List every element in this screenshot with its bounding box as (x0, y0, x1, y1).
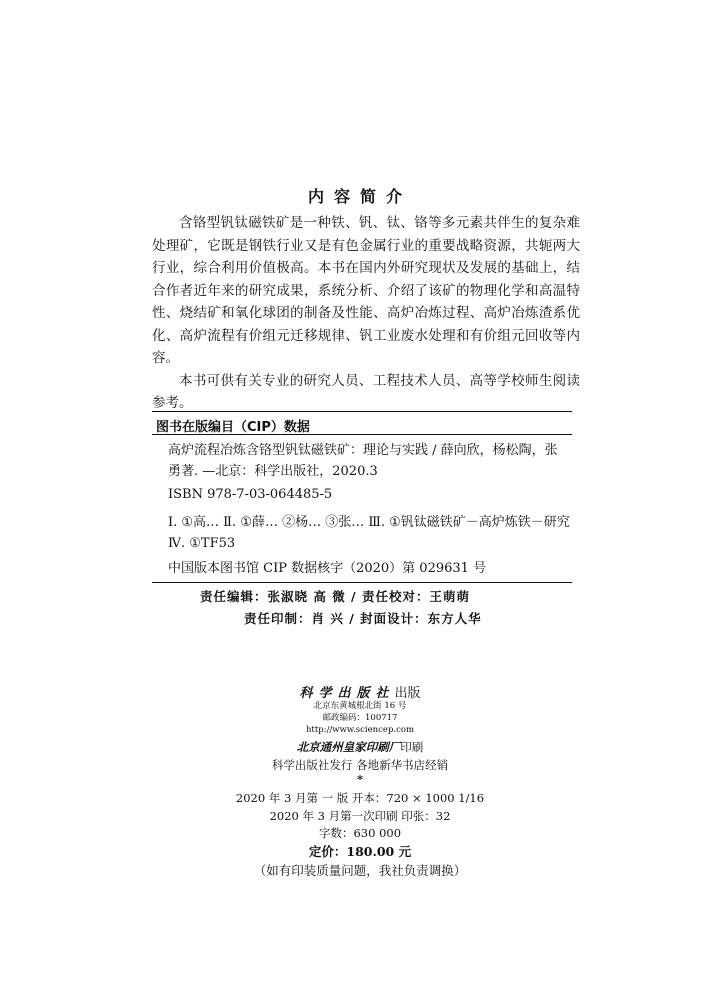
cip-top-rule (152, 411, 572, 412)
edition-line: 2020 年 3 月第 一 版 开本：720 × 1000 1/16 (235, 791, 485, 805)
cip-classification: Ⅰ. ①高… Ⅱ. ①薛… ②杨… ③张… Ⅲ. ①钒钛磁铁矿－高炉炼铁－研究 Ⅳ. ①TF53 (168, 515, 570, 551)
price: 定价：180.00 元 (308, 844, 412, 859)
cip-isbn: ISBN 978-7-03-064485-5 (168, 487, 333, 502)
cip-bottom-rule (152, 582, 572, 583)
printer-suffix: 印刷 (400, 740, 424, 754)
intro-paragraph-1: 含铬型钒钛磁铁矿是一种铁、钒、钛、铬等多元素共伴生的复杂难处理矿，它既是钢铁行业又是有色金属行业的重要战略资源，共轭两大行业，综合利用价值极高。本书在国内外研究现状及发展的基础上，结合作者近年来的研究成果，系统分析、介绍了该矿的物理化学和高温特性、烧结矿和氧化球团的制备及性能、高炉冶炼过程、高炉冶炼渣系优化、高炉流程有价组元迁移规律、钒工业废水处理和有价组元回收等内容。 (152, 215, 580, 366)
cip-record-text: 高炉流程冶炼含铬型钒钛磁铁矿：理论与实践 / 薛向欣，杨松陶，张勇著. —北京：科学出版社，2020.3 (168, 443, 558, 479)
cip-record (168, 440, 570, 482)
intro-title: 内容简介 (307, 187, 412, 206)
quality-notice: （如有印装质量问题，我社负责调换） (253, 863, 467, 878)
credits-line-1: 责任编辑：张淑晓 高 微 / 责任校对：王萌萌 (200, 589, 470, 604)
distribution-line: 科学出版社发行 各地新华书店经销 (271, 758, 449, 772)
cip-title-rule (152, 434, 572, 435)
publisher-postcode: 邮政编码：100717 (322, 713, 398, 723)
publisher-address: 北京东黄城根北街 16 号 (313, 701, 407, 711)
printer-line (0, 739, 720, 755)
publisher-suffix: 出版 (394, 686, 421, 701)
cip-title: 图书在版编目（CIP）数据 (156, 420, 310, 435)
word-count: 字数：630 000 (318, 826, 402, 840)
separator-star: * (356, 772, 363, 786)
publisher-line (0, 682, 720, 701)
cip-number: 中国版本图书馆 CIP 数据核字（2020）第 029631 号 (168, 561, 487, 576)
publisher-name: 科学出版社 (299, 686, 395, 701)
intro-body (152, 212, 580, 415)
publisher-website: http://www.sciencep.com (305, 725, 415, 735)
credits-line-2: 责任印制：肖 兴 / 封面设计：东方人华 (244, 611, 482, 626)
printing-line: 2020 年 3 月第一次印刷 印张：32 (269, 809, 451, 823)
printer-name: 北京通州皇家印刷厂 (296, 740, 401, 754)
intro-paragraph-2: 本书可供有关专业的研究人员、工程技术人员、高等学校师生阅读参考。 (152, 372, 580, 411)
